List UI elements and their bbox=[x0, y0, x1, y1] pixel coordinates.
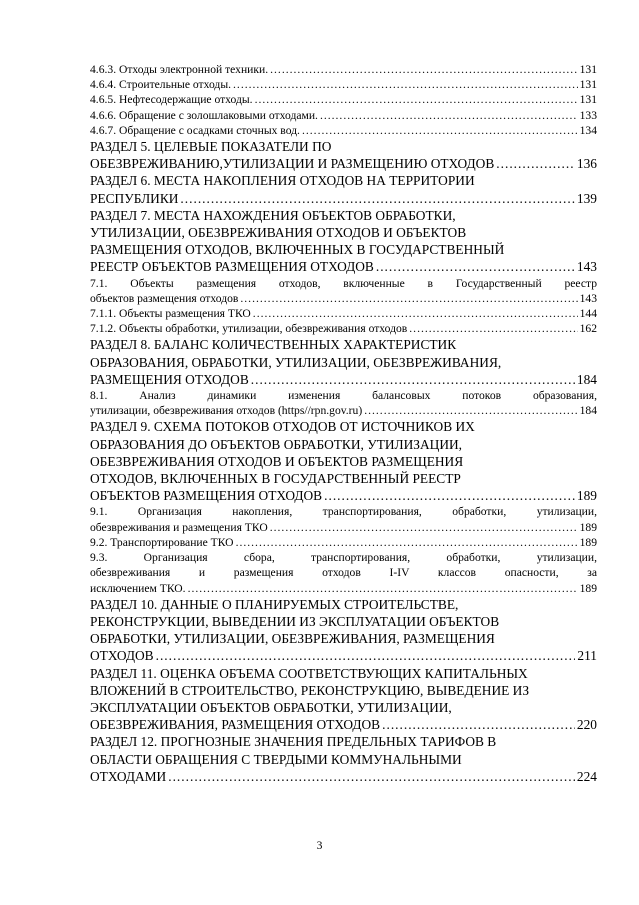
toc-entry-title bbox=[90, 388, 597, 403]
toc-entry-leader-line bbox=[90, 321, 597, 336]
toc-entry-leader-line bbox=[90, 190, 597, 207]
toc-subsection-entry[interactable] bbox=[90, 108, 597, 123]
toc-section-entry[interactable] bbox=[90, 207, 597, 276]
toc-subsection-entry[interactable] bbox=[90, 62, 597, 77]
toc-entry-line: ОБРАЗОВАНИЯ, ОБРАБОТКИ, УТИЛИЗАЦИИ, ОБЕЗВРЕЖИВАНИЯ, bbox=[90, 354, 502, 370]
toc-subsection-entry[interactable] bbox=[90, 276, 597, 306]
toc-entry-title-end: 7.1.2. Объекты обработки, утилизации, обезвреживания отходов bbox=[90, 322, 408, 336]
toc-entry-leader-line bbox=[90, 403, 597, 418]
toc-entry-leader-line bbox=[90, 768, 597, 785]
toc-entry-title bbox=[90, 276, 597, 291]
toc-page-number: 162 bbox=[579, 322, 597, 336]
toc-entry-title-end: ОТХОДОВ bbox=[90, 648, 154, 664]
toc-entry-line: УТИЛИЗАЦИИ, ОБЕЗВРЕЖИВАНИЯ ОТХОДОВ И ОБЪЕКТОВ bbox=[90, 225, 467, 241]
toc-entry-title bbox=[90, 665, 597, 717]
toc-page-number: 220 bbox=[576, 717, 597, 733]
toc-subsection-entry[interactable] bbox=[90, 550, 597, 596]
toc-section-entry[interactable] bbox=[90, 733, 597, 785]
toc-section-entry[interactable] bbox=[90, 596, 597, 665]
toc-entry-title-end: утилизации, обезвреживания отходов (https//rpn.gov.ru) bbox=[90, 404, 363, 418]
toc-entry-title-end: ОБЕЗВРЕЖИВАНИЯ, РАЗМЕЩЕНИЯ ОТХОДОВ bbox=[90, 717, 381, 733]
toc-page-number: 143 bbox=[579, 291, 597, 305]
toc-entry-line: ОТХОДОВ, ВКЛЮЧЕННЫХ В ГОСУДАРСТВЕННЫЙ РЕЕСТР bbox=[90, 471, 461, 487]
toc-entry-leader-line bbox=[90, 487, 597, 504]
toc-subsection-entry[interactable] bbox=[90, 123, 597, 138]
toc-page-number: 136 bbox=[576, 156, 597, 172]
toc-subsection-entry[interactable] bbox=[90, 535, 597, 550]
toc-entry-line: 9.3. Организация сбора, транспортирования, обработки, утилизации, bbox=[90, 551, 597, 565]
toc-entry-leader-line bbox=[90, 371, 597, 388]
toc-entry-line: РАЗДЕЛ 5. ЦЕЛЕВЫЕ ПОКАЗАТЕЛИ ПО bbox=[90, 139, 332, 155]
toc-entry-leader-line bbox=[90, 716, 597, 733]
toc-page-number: 211 bbox=[577, 648, 597, 664]
toc-page-number: 189 bbox=[579, 581, 597, 595]
toc-entry-title-end: ОБЕЗВРЕЖИВАНИЮ,УТИЛИЗАЦИИ И РАЗМЕЩЕНИЮ ОТХОДОВ bbox=[90, 156, 495, 172]
toc-entry-line: ОБРАБОТКИ, УТИЛИЗАЦИИ, ОБЕЗВРЕЖИВАНИЯ, РАЗМЕЩЕНИЯ bbox=[90, 631, 495, 647]
toc-entry-leader-line bbox=[90, 258, 597, 275]
toc-entry-title-end: объектов размещения отходов bbox=[90, 291, 239, 305]
toc-entry-leader-line bbox=[90, 520, 597, 535]
toc-entry-leader-line bbox=[90, 306, 597, 321]
page-number: 3 bbox=[316, 839, 323, 852]
toc-page-number: 144 bbox=[579, 307, 597, 321]
toc-entry-line: РАЗДЕЛ 12. ПРОГНОЗНЫЕ ЗНАЧЕНИЯ ПРЕДЕЛЬНЫХ ТАРИФОВ В bbox=[90, 734, 497, 750]
toc-entry-title bbox=[90, 550, 597, 580]
dot-leader bbox=[270, 520, 578, 535]
toc-entry-line: РАЗДЕЛ 9. СХЕМА ПОТОКОВ ОТХОДОВ ОТ ИСТОЧНИКОВ ИХ bbox=[90, 419, 475, 435]
toc-section-entry[interactable] bbox=[90, 138, 597, 172]
dot-leader bbox=[320, 108, 578, 123]
toc-entry-leader-line bbox=[90, 581, 597, 596]
toc-section-entry[interactable] bbox=[90, 336, 597, 388]
dot-leader bbox=[168, 768, 575, 785]
toc-page-number: 139 bbox=[576, 190, 597, 206]
toc-entry-title bbox=[90, 172, 597, 189]
dot-leader bbox=[324, 487, 575, 504]
dot-leader bbox=[255, 92, 578, 107]
toc-entry-line: ОБЛАСТИ ОБРАЩЕНИЯ С ТВЕРДЫМИ КОММУНАЛЬНЫМИ bbox=[90, 751, 462, 767]
dot-leader bbox=[180, 190, 574, 207]
table-of-contents bbox=[90, 62, 597, 785]
toc-section-entry[interactable] bbox=[90, 172, 597, 206]
toc-entry-title bbox=[90, 596, 597, 648]
toc-entry-title-end: РАЗМЕЩЕНИЯ ОТХОДОВ bbox=[90, 371, 249, 387]
toc-entry-title-end: обезвреживания и размещения ТКО bbox=[90, 520, 268, 534]
toc-page-number: 133 bbox=[579, 108, 597, 122]
toc-section-entry[interactable] bbox=[90, 665, 597, 734]
toc-entry-line: 8.1. Анализ динамики изменения балансовых потоков образования, bbox=[90, 389, 597, 403]
toc-page-number: 224 bbox=[576, 768, 597, 784]
dot-leader bbox=[156, 647, 576, 664]
toc-subsection-entry[interactable] bbox=[90, 92, 597, 107]
toc-entry-title bbox=[90, 207, 597, 259]
toc-page-number: 184 bbox=[579, 404, 597, 418]
dot-leader bbox=[236, 535, 578, 550]
toc-entry-title-end: исключением ТКО. bbox=[90, 581, 186, 595]
toc-page-number: 189 bbox=[576, 488, 597, 504]
toc-entry-line: РАЗДЕЛ 10. ДАННЫЕ О ПЛАНИРУЕМЫХ СТРОИТЕЛЬСТВЕ, bbox=[90, 596, 459, 612]
toc-entry-leader-line bbox=[90, 108, 597, 123]
toc-subsection-entry[interactable] bbox=[90, 77, 597, 92]
toc-entry-leader-line bbox=[90, 62, 597, 77]
toc-entry-title bbox=[90, 504, 597, 519]
toc-entry-line: РЕКОНСТРУКЦИИ, ВЫВЕДЕНИИ ИЗ ЭКСПЛУАТАЦИИ ОБЪЕКТОВ bbox=[90, 613, 500, 629]
toc-page-number: 131 bbox=[579, 93, 597, 107]
toc-subsection-entry[interactable] bbox=[90, 321, 597, 336]
toc-entry-title-end: 4.6.6. Обращение с золошлаковыми отходами. bbox=[90, 108, 318, 122]
toc-entry-title-end: РЕЕСТР ОБЪЕКТОВ РАЗМЕЩЕНИЯ ОТХОДОВ bbox=[90, 259, 374, 275]
toc-entry-line: РАЗДЕЛ 6. МЕСТА НАКОПЛЕНИЯ ОТХОДОВ НА ТЕРРИТОРИИ bbox=[90, 173, 475, 189]
toc-entry-leader-line bbox=[90, 155, 597, 172]
toc-page-number: 131 bbox=[579, 63, 597, 76]
toc-entry-title bbox=[90, 733, 597, 767]
toc-page-number: 143 bbox=[576, 259, 597, 275]
toc-entry-line: РАЗДЕЛ 7. МЕСТА НАХОЖДЕНИЯ ОБЪЕКТОВ ОБРАБОТКИ, bbox=[90, 207, 456, 223]
toc-entry-title-end: 9.2. Транспортирование ТКО bbox=[90, 535, 234, 549]
toc-section-entry[interactable] bbox=[90, 418, 597, 504]
toc-entry-line: РАЗДЕЛ 8. БАЛАНС КОЛИЧЕСТВЕННЫХ ХАРАКТЕРИСТИК bbox=[90, 337, 457, 353]
toc-entry-title-end: 4.6.7. Обращение с осадками сточных вод. bbox=[90, 123, 300, 137]
toc-entry-line: ОБРАЗОВАНИЯ ДО ОБЪЕКТОВ ОБРАБОТКИ, УТИЛИЗАЦИИ, bbox=[90, 436, 463, 452]
dot-leader bbox=[253, 306, 578, 321]
toc-entry-line: РАЗМЕЩЕНИЯ ОТХОДОВ, ВКЛЮЧЕННЫХ В ГОСУДАРСТВЕННЫЙ bbox=[90, 242, 505, 258]
dot-leader bbox=[364, 403, 577, 418]
dot-leader bbox=[302, 123, 578, 138]
toc-entry-title bbox=[90, 138, 597, 155]
toc-page-number: 184 bbox=[576, 371, 597, 387]
dot-leader bbox=[251, 371, 575, 388]
toc-entry-title bbox=[90, 418, 597, 487]
toc-page-number: 189 bbox=[579, 520, 597, 534]
toc-entry-leader-line bbox=[90, 92, 597, 107]
toc-entry-title bbox=[90, 336, 597, 370]
toc-entry-title-end: РЕСПУБЛИКИ bbox=[90, 190, 179, 206]
dot-leader bbox=[270, 62, 577, 77]
toc-entry-leader-line bbox=[90, 77, 597, 92]
dot-leader bbox=[496, 155, 575, 172]
dot-leader bbox=[382, 716, 575, 733]
toc-entry-line: 7.1. Объекты размещения отходов, включенные в Государственный реестр bbox=[90, 276, 597, 290]
toc-entry-leader-line bbox=[90, 291, 597, 306]
dot-leader bbox=[376, 258, 575, 275]
toc-subsection-entry[interactable] bbox=[90, 306, 597, 321]
dot-leader bbox=[409, 321, 577, 336]
toc-entry-line: ВЛОЖЕНИЙ В СТРОИТЕЛЬСТВО, РЕКОНСТРУКЦИЮ, ВЫВЕДЕНИЕ ИЗ bbox=[90, 682, 530, 698]
toc-entry-line: обезвреживания и размещения отходов I-IV классов опасности, за bbox=[90, 566, 597, 580]
toc-page-number: 189 bbox=[579, 535, 597, 549]
toc-entry-leader-line bbox=[90, 123, 597, 138]
toc-entry-title-end: ОБЪЕКТОВ РАЗМЕЩЕНИЯ ОТХОДОВ bbox=[90, 488, 323, 504]
toc-entry-title-end: 7.1.1. Объекты размещения ТКО bbox=[90, 307, 251, 321]
dot-leader bbox=[233, 77, 578, 92]
toc-entry-title-end: 4.6.3. Отходы электронной техники. bbox=[90, 63, 269, 76]
toc-entry-title-end: ОТХОДАМИ bbox=[90, 768, 167, 784]
toc-entry-title-end: 4.6.4. Строительные отходы. bbox=[90, 78, 232, 92]
toc-subsection-entry[interactable] bbox=[90, 504, 597, 534]
toc-entry-leader-line bbox=[90, 535, 597, 550]
toc-entry-line: ОБЕЗВРЕЖИВАНИЯ ОТХОДОВ И ОБЪЕКТОВ РАЗМЕЩЕНИЯ bbox=[90, 453, 464, 469]
dot-leader bbox=[240, 291, 577, 306]
toc-subsection-entry[interactable] bbox=[90, 388, 597, 418]
toc-page-number: 131 bbox=[579, 78, 597, 92]
toc-entry-line: РАЗДЕЛ 11. ОЦЕНКА ОБЪЕМА СООТВЕТСТВУЮЩИХ КАПИТАЛЬНЫХ bbox=[90, 665, 528, 681]
toc-page-number: 134 bbox=[579, 123, 597, 137]
dot-leader bbox=[188, 581, 578, 596]
toc-entry-line: ЭКСПЛУАТАЦИИ ОБЪЕКТОВ ОБРАБОТКИ, УТИЛИЗАЦИИ, bbox=[90, 699, 452, 715]
toc-entry-line: 9.1. Организация накопления, транспортирования, обработки, утилизации, bbox=[90, 505, 597, 519]
toc-entry-title-end: 4.6.5. Нефтесодержащие отходы. bbox=[90, 93, 253, 107]
toc-entry-leader-line bbox=[90, 647, 597, 664]
